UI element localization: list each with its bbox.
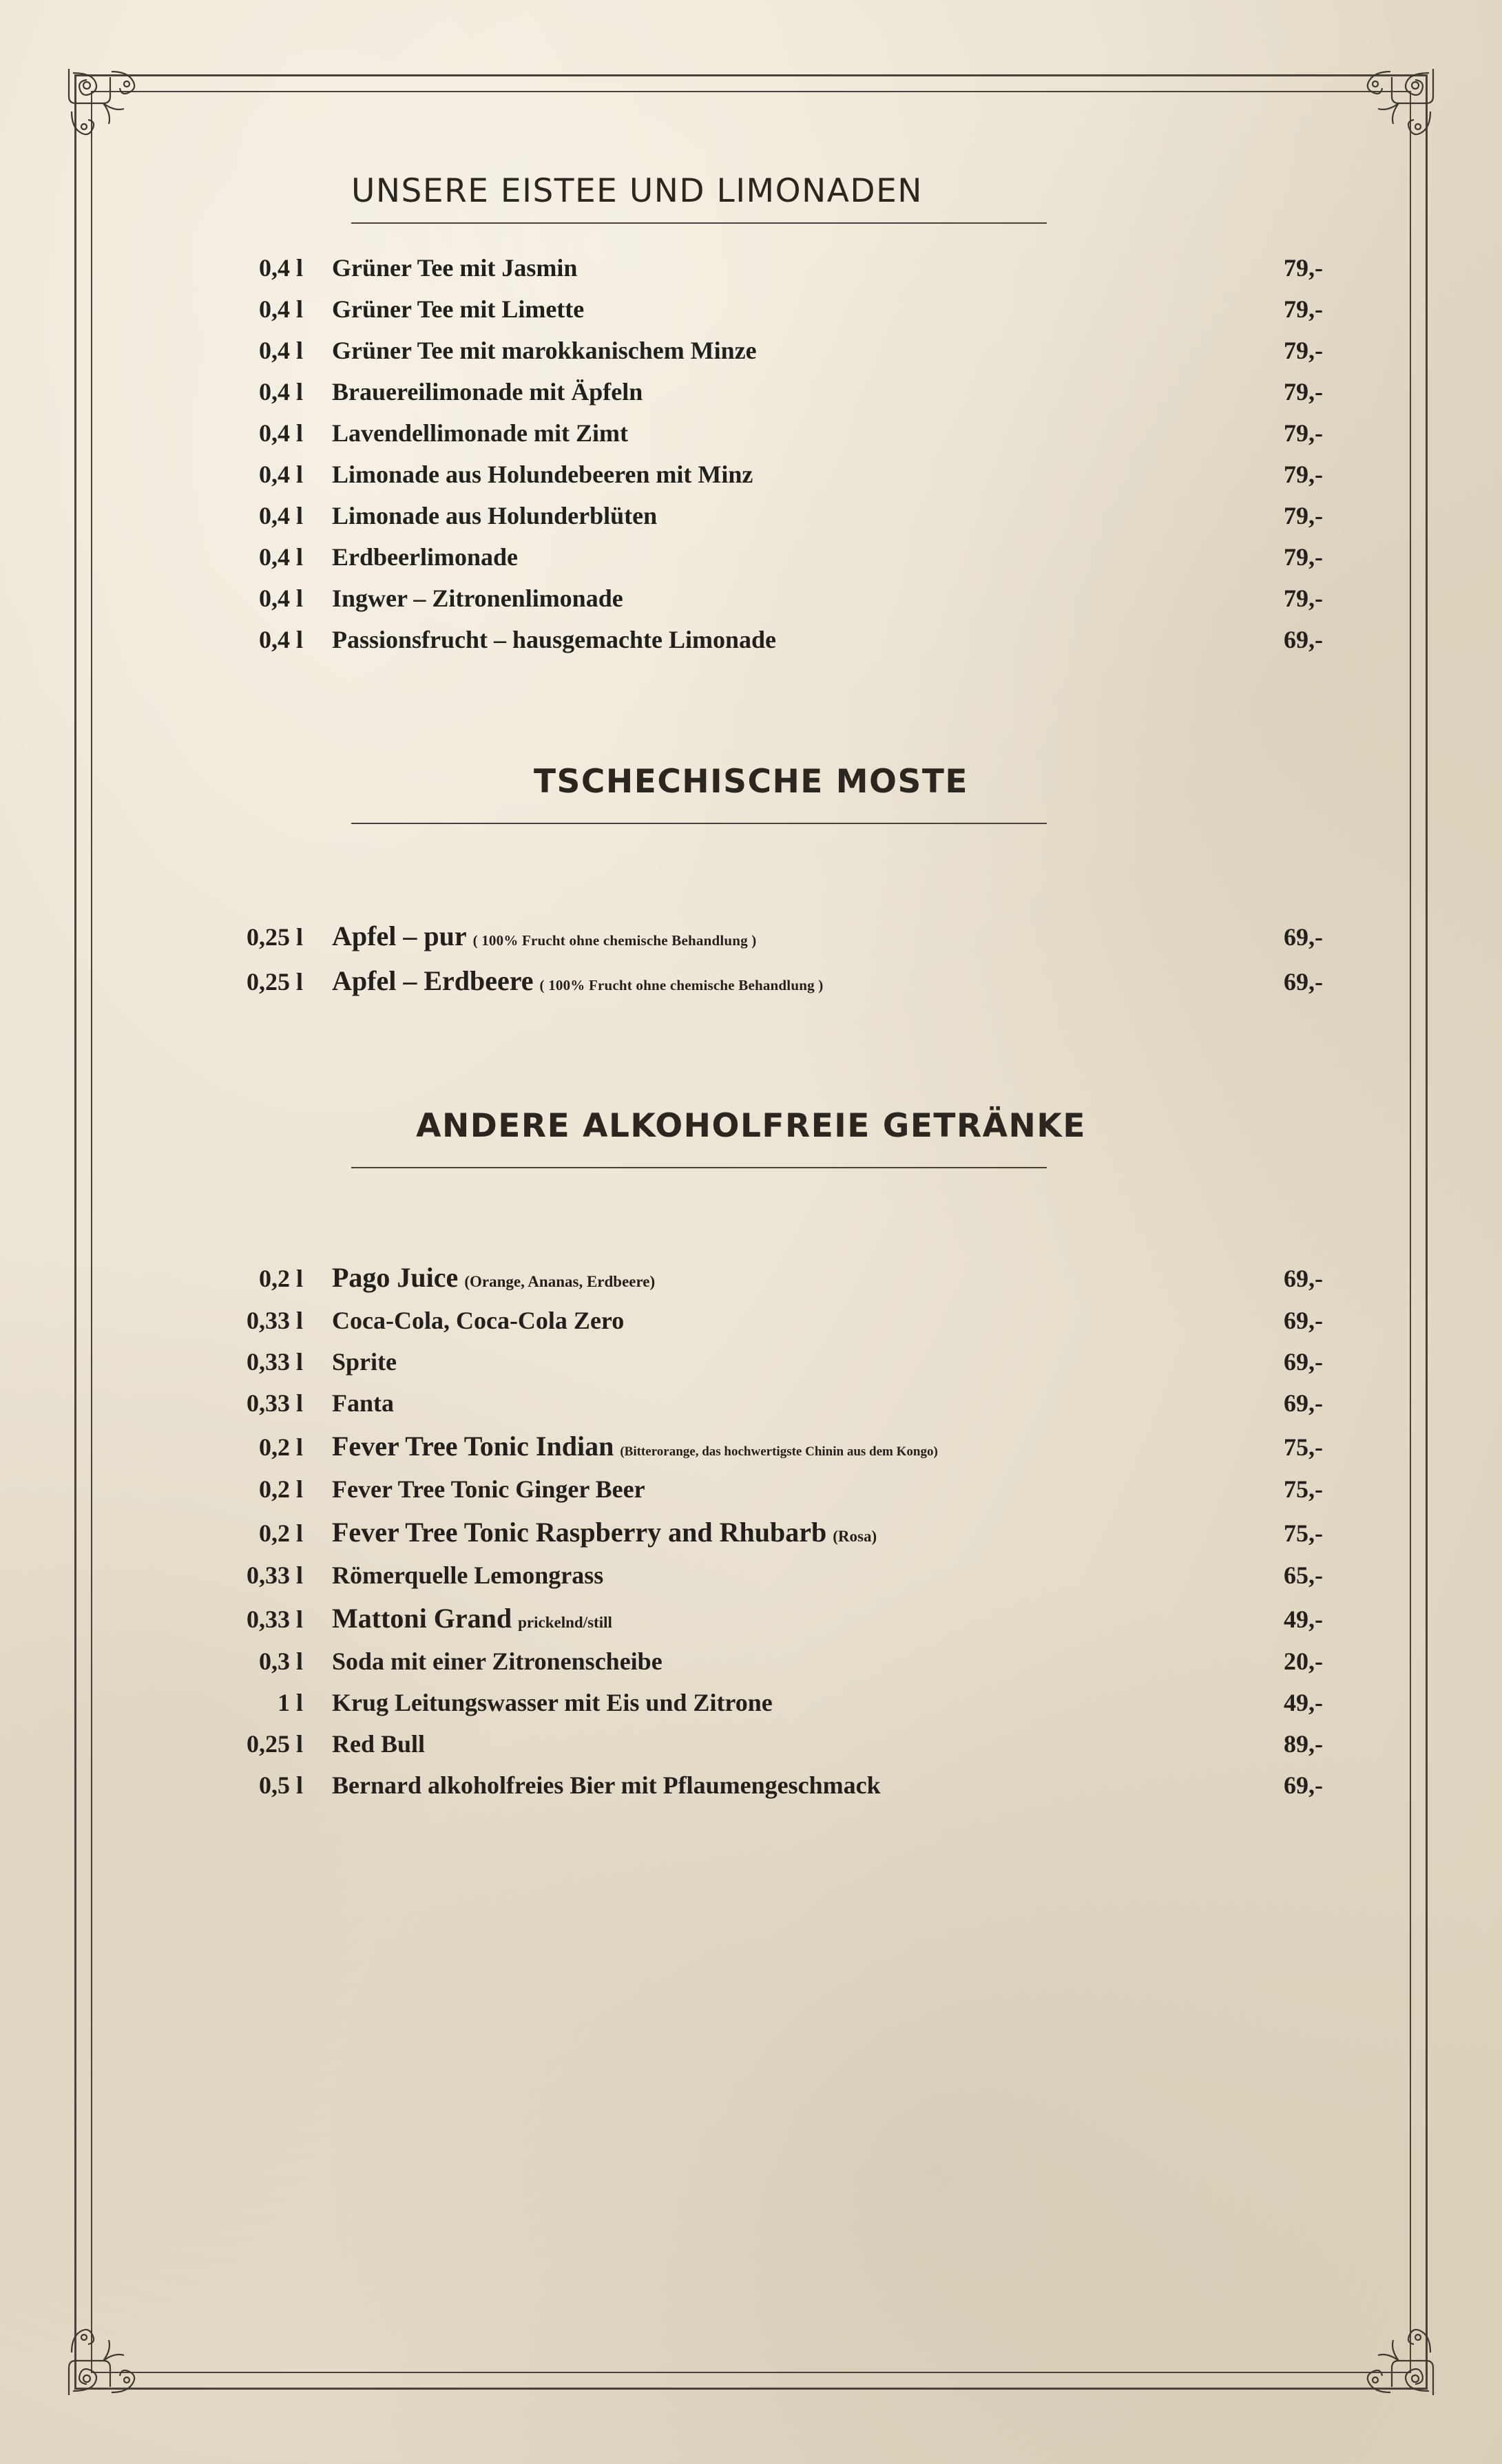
item-price: 79,- <box>1284 295 1323 323</box>
menu-table-alkoholfreie <box>138 1255 1364 1806</box>
menu-table-eistee <box>138 247 1364 660</box>
item-name-text: Fever Tree Tonic Raspberry and Rhubarb <box>332 1516 827 1548</box>
item-name-text: Fever Tree Tonic Indian <box>332 1430 614 1462</box>
item-price: 65,- <box>1284 1561 1323 1589</box>
item-name <box>332 1510 1192 1555</box>
item-name: Brauereilimonade mit Äpfeln <box>332 378 643 406</box>
item-note: (Rosa) <box>833 1527 877 1545</box>
item-volume: 0,4 l <box>258 254 303 282</box>
item-name: Krug Leitungswasser mit Eis und Zitrone <box>332 1688 773 1716</box>
item-name: Bernard alkoholfreies Bier mit Pflaumengeschmack <box>332 1771 881 1799</box>
table-row <box>138 412 1364 454</box>
table-row <box>138 1723 1364 1765</box>
table-row <box>138 1424 1364 1468</box>
spacer <box>138 660 1364 741</box>
item-price: 79,- <box>1284 461 1323 488</box>
item-name: Grüner Tee mit marokkanischem Minze <box>332 337 757 364</box>
item-volume: 0,4 l <box>258 585 303 612</box>
item-volume: 0,4 l <box>258 461 303 488</box>
item-volume: 0,25 l <box>246 1729 303 1758</box>
item-name: Limonade aus Holundebeeren mit Minz <box>332 461 753 488</box>
item-price: 69,- <box>1284 1264 1323 1292</box>
item-note: (Bitterorange, das hochwertigste Chinin aus dem Kongo) <box>620 1444 938 1459</box>
item-volume: 0,2 l <box>258 1519 303 1547</box>
item-price: 69,- <box>1284 967 1323 996</box>
item-name: Grüner Tee mit Limette <box>332 295 585 323</box>
item-price: 75,- <box>1284 1433 1323 1461</box>
item-note: prickelnd/still <box>518 1613 612 1631</box>
item-name: Lavendellimonade mit Zimt <box>332 419 628 447</box>
item-name: Erdbeerlimonade <box>332 543 518 571</box>
table-row <box>138 288 1364 330</box>
item-note: ( 100% Frucht ohne chemische Behandlung ) <box>539 976 824 993</box>
item-price: 69,- <box>1284 1306 1323 1334</box>
item-name <box>332 958 1192 1003</box>
item-price: 79,- <box>1284 419 1323 447</box>
item-volume: 0,33 l <box>246 1605 303 1633</box>
item-volume: 0,4 l <box>258 502 303 529</box>
item-name-text: Mattoni Grand <box>332 1602 512 1634</box>
item-name <box>332 914 1192 958</box>
item-volume: 0,4 l <box>258 543 303 571</box>
table-row <box>138 454 1364 495</box>
item-name: Red Bull <box>332 1729 426 1758</box>
item-name <box>332 1424 1192 1468</box>
item-volume: 0,33 l <box>246 1561 303 1589</box>
item-price: 69,- <box>1284 626 1323 653</box>
item-name: Römerquelle Lemongrass <box>332 1561 604 1589</box>
table-row <box>138 1682 1364 1723</box>
item-note: ( 100% Frucht ohne chemische Behandlung ) <box>472 931 757 949</box>
item-volume: 0,33 l <box>246 1389 303 1417</box>
table-row <box>138 1255 1364 1300</box>
item-name: Sprite <box>332 1347 397 1376</box>
item-name <box>332 1255 1192 1300</box>
item-price: 69,- <box>1284 923 1323 951</box>
item-price: 79,- <box>1284 502 1323 529</box>
item-name: Passionsfrucht – hausgemachte Limonade <box>332 626 777 653</box>
item-price: 20,- <box>1284 1647 1323 1675</box>
item-volume: 0,4 l <box>258 295 303 323</box>
table-row <box>138 371 1364 412</box>
item-name-text: Apfel – pur <box>332 920 467 951</box>
spacer <box>138 1168 1364 1255</box>
item-volume: 0,2 l <box>258 1433 303 1461</box>
table-row <box>138 914 1364 958</box>
item-name: Fanta <box>332 1389 394 1417</box>
item-name <box>332 1596 1192 1641</box>
section-title-moste: TSCHECHISCHE MOSTE <box>533 763 969 801</box>
menu-table-moste <box>138 914 1364 1003</box>
corner-flourish-icon <box>63 63 167 167</box>
table-row <box>138 619 1364 660</box>
item-price: 75,- <box>1284 1475 1323 1503</box>
table-row <box>138 958 1364 1003</box>
item-price: 69,- <box>1284 1771 1323 1799</box>
item-volume: 0,2 l <box>258 1475 303 1503</box>
item-name-text: Pago Juice <box>332 1261 459 1293</box>
table-row <box>138 1300 1364 1341</box>
spacer <box>138 824 1364 914</box>
item-price: 75,- <box>1284 1519 1323 1547</box>
item-price: 79,- <box>1284 378 1323 406</box>
table-row <box>138 330 1364 371</box>
table-row <box>138 1765 1364 1806</box>
item-price: 69,- <box>1284 1347 1323 1376</box>
table-row <box>138 1468 1364 1510</box>
item-volume: 0,33 l <box>246 1347 303 1376</box>
item-volume: 0,2 l <box>258 1264 303 1292</box>
item-volume: 0,25 l <box>246 923 303 951</box>
item-name: Limonade aus Holunderblüten <box>332 502 658 529</box>
item-price: 49,- <box>1284 1605 1323 1633</box>
table-row <box>138 1382 1364 1424</box>
table-row <box>138 1510 1364 1555</box>
item-volume: 0,4 l <box>258 378 303 406</box>
item-name: Fever Tree Tonic Ginger Beer <box>332 1475 645 1503</box>
table-row <box>138 1641 1364 1682</box>
item-price: 79,- <box>1284 254 1323 282</box>
table-row <box>138 1555 1364 1596</box>
table-row <box>138 578 1364 619</box>
item-name: Coca-Cola, Coca-Cola Zero <box>332 1306 625 1334</box>
item-price: 79,- <box>1284 337 1323 364</box>
item-volume: 0,33 l <box>246 1306 303 1334</box>
item-volume: 0,3 l <box>258 1647 303 1675</box>
table-row <box>138 247 1364 288</box>
section-title-alkoholfreie: ANDERE ALKOHOLFREIE GETRÄNKE <box>416 1107 1086 1146</box>
table-row <box>138 1341 1364 1382</box>
table-row <box>138 1596 1364 1641</box>
item-volume: 1 l <box>277 1688 303 1716</box>
item-volume: 0,4 l <box>258 419 303 447</box>
item-name-text: Apfel – Erdbeere <box>332 965 534 996</box>
item-price: 79,- <box>1284 585 1323 612</box>
table-row <box>138 495 1364 536</box>
item-price: 89,- <box>1284 1729 1323 1758</box>
spacer <box>138 1003 1364 1086</box>
item-name: Ingwer – Zitronenlimonade <box>332 585 623 612</box>
item-price: 49,- <box>1284 1688 1323 1716</box>
item-volume: 0,5 l <box>258 1771 303 1799</box>
item-note: (Orange, Ananas, Erdbeere) <box>464 1272 656 1290</box>
menu-content <box>138 172 1364 2340</box>
item-volume: 0,25 l <box>246 967 303 996</box>
section-rule <box>351 222 1047 224</box>
item-name: Soda mit einer Zitronenscheibe <box>332 1647 663 1675</box>
item-price: 79,- <box>1284 543 1323 571</box>
item-name: Grüner Tee mit Jasmin <box>332 254 578 282</box>
item-volume: 0,4 l <box>258 626 303 653</box>
table-row <box>138 536 1364 578</box>
section-title-eistee: UNSERE EISTEE UND LIMONADEN <box>351 172 923 210</box>
item-volume: 0,4 l <box>258 337 303 364</box>
corner-flourish-icon <box>1335 63 1439 167</box>
item-price: 69,- <box>1284 1389 1323 1417</box>
